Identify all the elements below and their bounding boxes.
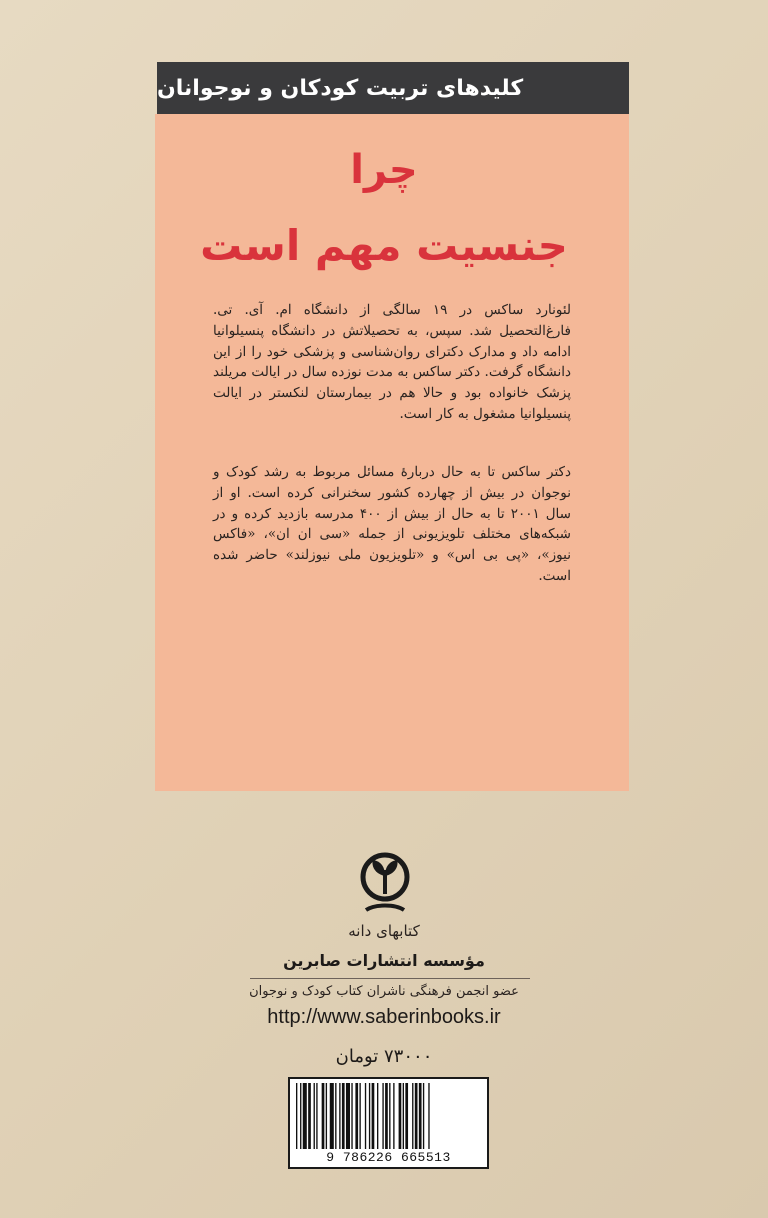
book-title-line2: جنسیت مهم است [200,221,568,270]
barcode-bar [335,1083,336,1149]
barcode-bar [369,1083,370,1149]
barcode-bar [372,1083,375,1149]
barcode-bar [412,1083,413,1149]
publisher-name: مؤسسه انتشارات صابرین [283,951,485,970]
barcode-bar [365,1083,366,1149]
barcode-bar [316,1083,317,1149]
barcode-bar [389,1083,390,1149]
barcode-bar [419,1083,422,1149]
barcode-bar [399,1083,402,1149]
publisher-divider [250,978,530,979]
barcode-bar [296,1083,297,1149]
barcode-bar [346,1083,350,1149]
author-bio-paragraph-2: دکتر ساکس تا به حال دربارهٔ مسائل مربوط به رشد کودک و نوجوان در بیش از چهارده کشور سخنرانی کرده است. او از سال ۲۰۰۱ تا به حال از بیش از ۴۰۰ مدرسه بازدید کرده و در شبکه‌های مختلف تلویزیونی از جمله «سی ان ان»، «فاکس نیوز»، «پی بی اس» و «تلویزیون ملی نیوزلند» حاضر شده است. [213,464,571,584]
barcode-bar [300,1083,301,1149]
content-panel [155,114,629,791]
barcode-bar [415,1083,418,1149]
publisher-membership: عضو انجمن فرهنگی ناشران کتاب کودک و نوجوان [249,984,519,999]
barcode-bar [393,1083,394,1149]
barcode-bar [428,1083,429,1149]
barcode-bar [308,1083,311,1149]
barcode-bar [322,1083,325,1149]
series-title-bar [157,62,629,114]
barcode-bars [294,1083,483,1149]
publisher-url: http://www.saberinbooks.ir [267,1006,501,1028]
barcode-digits: 9 786226 665513 [326,1150,451,1165]
barcode-bar [355,1083,358,1149]
barcode-bar [403,1083,404,1149]
barcode-bar [405,1083,408,1149]
book-title-line1: چرا [350,147,418,193]
author-bio-paragraph-1: لئونارد ساکس در ۱۹ سالگی از دانشگاه ام. آی. تی. فارغ‌التحصیل شد. سپس، به تحصیلاتش در دانشگاه پنسیلوانیا ادامه داد و مدارک دکترای روان‌شناسی و پزشکی خود را از این دانشگاه گرفت. دکتر ساکس به مدت نوزده سال در ایالت مریلند پزشک خانواده بود و حالا هم در بیمارستان لنکستر در ایالت پنسیلوانیا مشغول به کار است. [213,302,572,422]
barcode-bar [377,1083,378,1149]
barcode-bar [303,1083,307,1149]
barcode-bar [326,1083,327,1149]
publisher-imprint: کتابهای دانه [348,922,420,940]
barcode-bar [339,1083,340,1149]
isbn-barcode [288,1077,489,1169]
series-title: کلیدهای تربیت کودکان و نوجوانان [157,75,524,101]
barcode-bar [359,1083,360,1149]
barcode-bar [351,1083,352,1149]
barcode-bar [382,1083,383,1149]
price-label: ۷۳۰۰۰ تومان [335,1046,433,1067]
barcode-bar [330,1083,334,1149]
seed-leaf-logo-icon [360,850,410,916]
barcode-bar [342,1083,345,1149]
barcode-bar [385,1083,388,1149]
barcode-bar [314,1083,315,1149]
barcode-bar [423,1083,424,1149]
